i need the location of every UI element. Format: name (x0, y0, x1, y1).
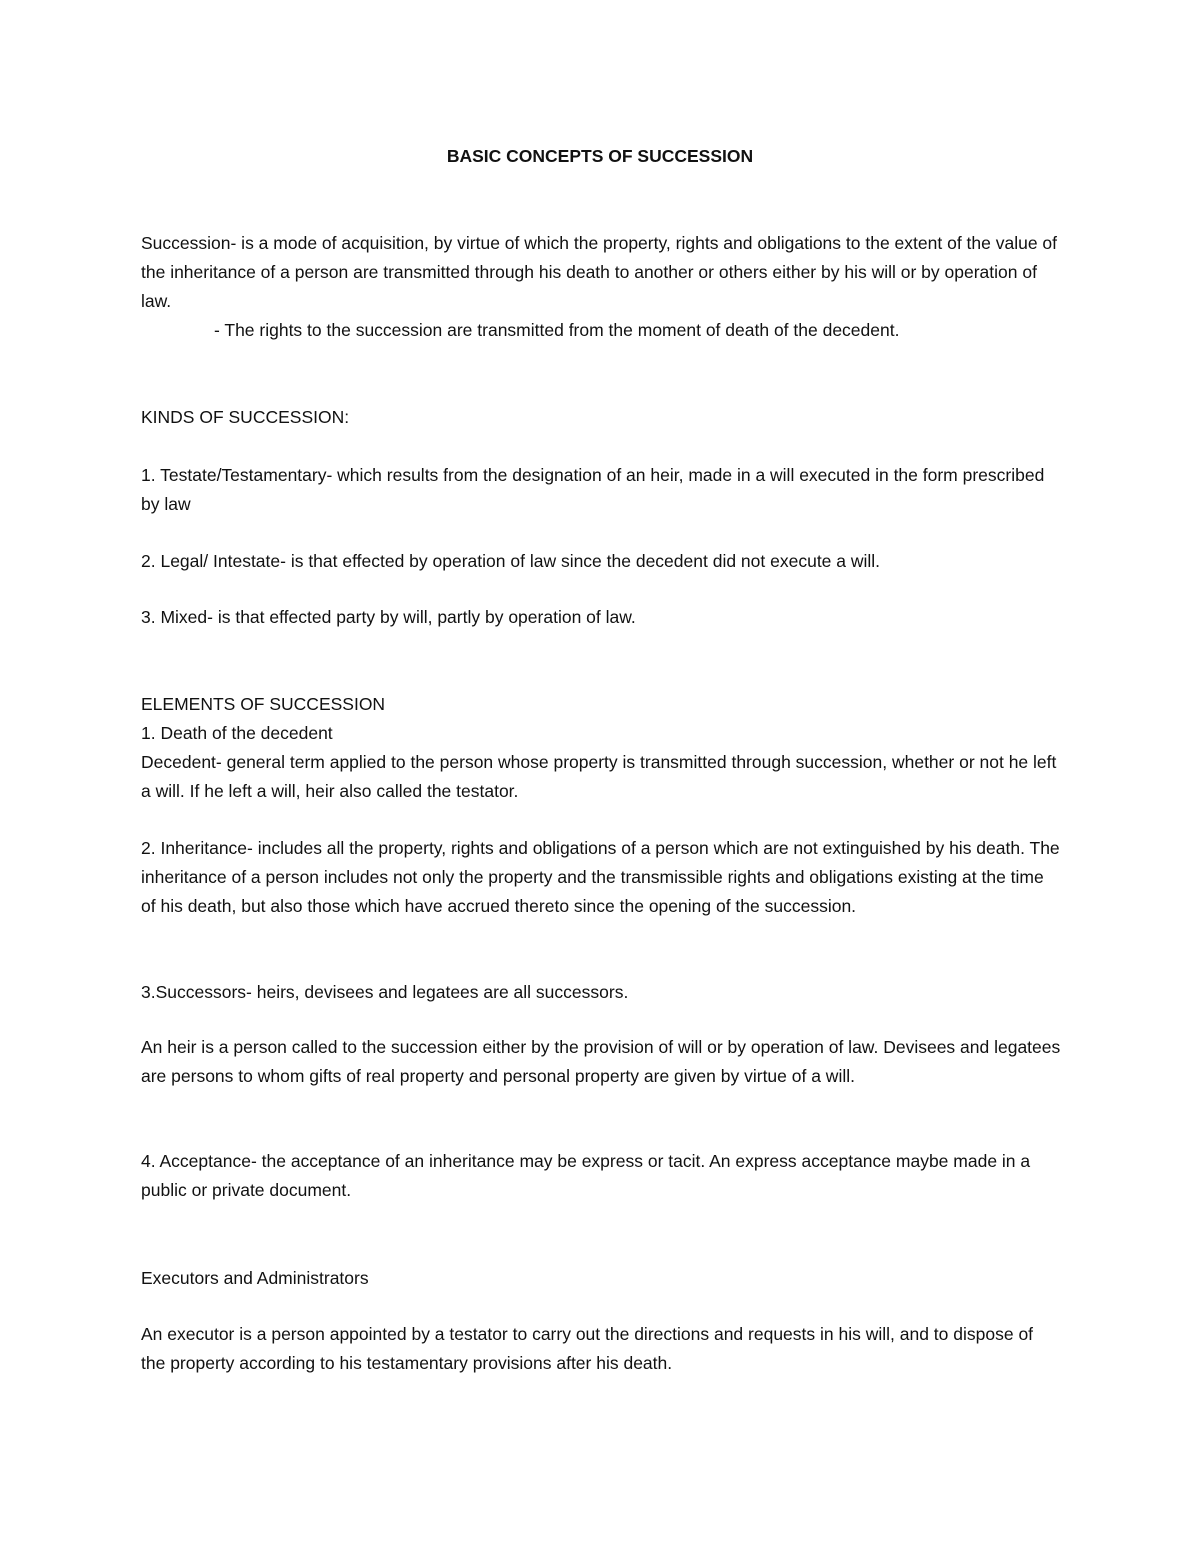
heir-definition: An heir is a person called to the succession either by the provision of will or by operation of law. Devisees and legatees are persons to whom gifts of real property and personal property are given by virtue of a will. (141, 1037, 1061, 1086)
rights-note: - The rights to the succession are transmitted from the moment of death of the decedent. (214, 320, 900, 340)
decedent-definition: Decedent- general term applied to the person whose property is transmitted through succession, whether or not he left a will. If he left a will, heir also called the testator. (141, 752, 1057, 801)
kinds-heading: KINDS OF SUCCESSION: (141, 407, 350, 427)
element-death: 1. Death of the decedent (141, 723, 333, 743)
element-acceptance: 4. Acceptance- the acceptance of an inheritance may be express or tacit. An express acceptance maybe made in a public or private document. (141, 1151, 1031, 1200)
element-inheritance: 2. Inheritance- includes all the property, rights and obligations of a person which are not extinguished by his death. The inheritance of a person includes not only the property and the transmissible rights and obligations existing at the time of his death, but also those which have accrued thereto since the opening of the succession. (141, 838, 1060, 916)
element-successors: 3.Successors- heirs, devisees and legatees are all successors. (141, 982, 629, 1002)
kind-mixed: 3. Mixed- is that effected party by will, partly by operation of law. (141, 607, 636, 627)
kind-testate: 1. Testate/Testamentary- which results from the designation of an heir, made in a will executed in the form prescribed by law (141, 465, 1045, 514)
kind-intestate: 2. Legal/ Intestate- is that effected by operation of law since the decedent did not execute a will. (141, 551, 881, 571)
succession-definition: Succession- is a mode of acquisition, by virtue of which the property, rights and obligations to the extent of the value of the inheritance of a person are transmitted through his death to another or others either by his will or by operation of law. (141, 233, 1058, 311)
executor-definition: An executor is a person appointed by a testator to carry out the directions and requests in his will, and to dispose of the property according to his testamentary provisions after his death. (141, 1324, 1034, 1373)
document-title: BASIC CONCEPTS OF SUCCESSION (446, 146, 754, 166)
elements-heading: ELEMENTS OF SUCCESSION (141, 694, 386, 714)
executors-heading: Executors and Administrators (141, 1268, 369, 1288)
